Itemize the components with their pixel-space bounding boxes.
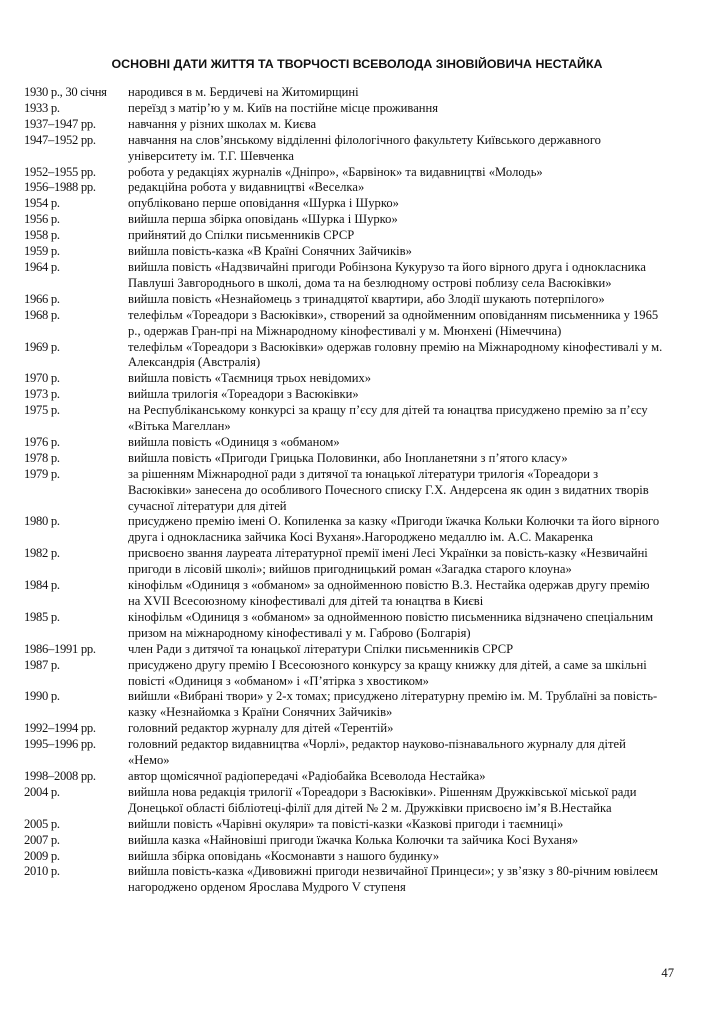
chronology-entry (24, 101, 664, 117)
entry-text: за рішенням Міжнародної ради з дитячої та юнацької літератури трилогія «Тореадори з Васюківки» занесена до особливого Почесного списку Г.Х. Андерсена як один з видатних творів сучасної літератури для дітей (128, 466, 649, 513)
chronology-entry (24, 737, 664, 769)
entry-date: 1979 р. (24, 466, 60, 481)
page-number: 47 (661, 966, 674, 980)
chronology-entry (24, 308, 664, 340)
entry-date: 1982 р. (24, 546, 60, 561)
entry-text: вийшла нова редакція трилогії «Тореадори з Васюківки». Рішенням Дружківської міської ради Донецької області бібліотеці-філії для дітей № 2 м. Дружківки присвоєно ім’я В.Нестайка (128, 784, 637, 815)
entry-date: 1959 р. (24, 244, 60, 259)
entry-date: 1956–1988 рр. (24, 180, 96, 195)
entry-text: член Ради з дитячої та юнацької літератури Спілки письменників СРСР (128, 641, 514, 656)
entry-text: навчання у різних школах м. Києва (128, 116, 317, 131)
entry-date: 1984 р. (24, 578, 60, 593)
entry-date: 2010 р. (24, 864, 60, 879)
chronology-entry (24, 849, 664, 865)
chronology-entry (24, 340, 664, 372)
entry-text: телефільм «Тореадори з Васюківки» одержав головну премію на Міжнародному кінофестивалі у м. Александрія (Австралія) (128, 339, 663, 370)
entry-date: 1968 р. (24, 307, 60, 322)
page-title: ОСНОВНІ ДАТИ ЖИТТЯ ТА ТВОРЧОСТІ ВСЕВОЛОДА ЗІНОВІЙОВИЧА НЕСТАЙКА (111, 57, 603, 71)
entry-date: 1978 р. (24, 450, 60, 465)
chronology-entry (24, 196, 664, 212)
entry-text: переїзд з матір’ю у м. Київ на постійне місце проживання (128, 100, 439, 115)
entry-text: телефільм «Тореадори з Васюківки», створений за однойменним оповіданням письменника у 1965 р., одержав Гран-прі на Міжнародному кінофестивалі у м. Мюнхені (Німеччина) (128, 307, 659, 338)
entry-text: вийшла повість-казка «В Країні Сонячних Зайчиків» (128, 244, 412, 259)
chronology-entry (24, 864, 664, 896)
entry-date: 2007 р. (24, 832, 60, 847)
entry-text: навчання на слов’янському відділенні філологічного факультету Київського державного університету ім. Т.Г. Шевченка (128, 132, 601, 163)
entry-text: присуджено другу премію І Всесоюзного конкурсу за кращу книжку для дітей, а саме за шкільні повісті «Одиниця з «обманом» і «П’ятірка з хвостиком» (128, 657, 647, 688)
chronology-entry (24, 658, 664, 690)
entry-date: 1937–1947 рр. (24, 116, 96, 131)
chronology-entry (24, 833, 664, 849)
chronology-entry (24, 642, 664, 658)
entry-text: на Республіканському конкурсі за кращу п’єсу для дітей та юнацтва присуджено премію за п’єсу «Вітька Магеллан» (128, 403, 648, 434)
entry-date: 1998–2008 рр. (24, 768, 96, 783)
entry-text: вийшла казка «Найновіші пригоди їжачка Колька Колючки та зайчика Косі Вуханя» (128, 832, 579, 847)
entry-text: опубліковано перше оповідання «Шурка і Шурко» (128, 196, 399, 211)
entry-text: вийшли «Вибрані твори» у 2-х томах; присуджено літературну премію ім. М. Трублаїні за повість-казку «Незнайомка з Країни Сонячних Зайчиків» (128, 689, 658, 720)
chronology-entry (24, 371, 664, 387)
entry-date: 1954 р. (24, 196, 60, 211)
entry-text: кінофільм «Одиниця з «обманом» за однойменною повістю В.З. Нестайка одержав другу премію на XVII Всесоюзному кінофестивалі для дітей та юнацтва в Києві (128, 578, 650, 608)
chronology-entry (24, 610, 664, 642)
entry-date: 1990 р. (24, 689, 60, 704)
entry-text: вийшла перша збірка оповідань «Шурка і Шурко» (128, 212, 398, 227)
entry-text: вийшла трилогія «Тореадори з Васюківки» (128, 387, 359, 402)
chronology-entry (24, 260, 664, 292)
entry-date: 1947–1952 рр. (24, 132, 96, 147)
entry-date: 1933 р. (24, 100, 60, 115)
entry-text: вийшла повість «Надзвичайні пригоди Робінзона Кукурузо та його вірного друга і однокласника Павлуші Завгороднього в школі, дома та на безлюдному острові поблизу села Васюківки» (128, 259, 646, 290)
entry-text: вийшла повість «Таємниця трьох невідомих» (128, 371, 372, 386)
entry-text: вийшла повість «Одиниця з «обманом» (128, 434, 340, 449)
entry-date: 1976 р. (24, 434, 60, 449)
chronology-entry (24, 244, 664, 260)
entry-date: 1970 р. (24, 371, 60, 386)
chronology-entry (24, 387, 664, 403)
chronology-entry (24, 689, 664, 721)
chronology-entry (24, 180, 664, 196)
entry-date: 1987 р. (24, 657, 60, 672)
chronology-entry (24, 578, 664, 610)
chronology-entry (24, 451, 664, 467)
chronology-entry (24, 467, 664, 515)
entry-date: 1986–1991 рр. (24, 641, 96, 656)
entry-date: 1952–1955 рр. (24, 164, 96, 179)
entry-text: головний редактор видавництва «Чорлі», редактор науково-пізнавального журналу для дітей «Немо» (128, 737, 626, 768)
entry-text: головний редактор журналу для дітей «Терентій» (128, 721, 394, 736)
entry-text: кінофільм «Одиниця з «обманом» за однойменною повістю письменника відзначено спеціальним призом на міжнародному кінофестивалі у м. Габрово (Болгарія) (128, 609, 654, 640)
entry-date: 2005 р. (24, 816, 60, 831)
entry-date: 1966 р. (24, 291, 60, 306)
chronology-entry (24, 292, 664, 308)
chronology-entry (24, 228, 664, 244)
entry-date: 1964 р. (24, 259, 60, 274)
chronology-entry (24, 133, 664, 165)
entry-date: 1992–1994 рр. (24, 721, 96, 736)
entry-text: присуджено премію імені О. Копиленка за казку «Пригоди їжачка Кольки Колючки та його вірного друга і однокласника зайчика Косі Вуханя».Нагороджено медаллю ім. А.С. Макаренка (128, 514, 660, 545)
chronology-entry (24, 785, 664, 817)
chronology-entry (24, 403, 664, 435)
entry-date: 2009 р. (24, 848, 60, 863)
entry-date: 1958 р. (24, 228, 60, 243)
entry-date: 1969 р. (24, 339, 60, 354)
entry-date: 1975 р. (24, 403, 60, 418)
entry-text: присвоєно звання лауреата літературної премії імені Лесі Українки за повість-казку «Незвичайні пригоди в лісовій школі»; вийшов пригодницький роман «Загадка старого клоуна» (128, 546, 648, 577)
chronology-entry (24, 546, 664, 578)
chronology-entry (24, 165, 664, 181)
chronology-list (24, 85, 664, 896)
chronology-entry (24, 212, 664, 228)
entry-date: 1956 р. (24, 212, 60, 227)
entry-date: 1930 р., 30 січня (24, 85, 107, 99)
entry-text: вийшла повість «Незнайомець з тринадцятої квартири, або Злодії шукають потерпілого» (128, 291, 605, 306)
entry-text: народився в м. Бердичеві на Житомирщині (128, 85, 359, 99)
entry-text: вийшла повість «Пригоди Грицька Половинки, або Інопланетяни з п’ятого класу» (128, 450, 568, 465)
entry-date: 1995–1996 рр. (24, 737, 96, 752)
entry-date: 2004 р. (24, 784, 60, 799)
entry-text: робота у редакціях журналів «Дніпро», «Барвінок» та видавництві «Молодь» (128, 164, 543, 179)
entry-text: автор щомісячної радіопередачі «Радіобайка Всеволода Нестайка» (128, 768, 486, 783)
entry-text: вийшла збірка оповідань «Космонавти з нашого будинку» (128, 848, 440, 863)
entry-text: вийшли повість «Чарівні окуляри» та повісті-казки «Казкові пригоди і таємниці» (128, 816, 564, 831)
entry-text: редакційна робота у видавництві «Веселка» (128, 180, 365, 195)
entry-text: прийнятий до Спілки письменників СРСР (128, 228, 355, 243)
chronology-entry (24, 435, 664, 451)
entry-date: 1980 р. (24, 514, 60, 529)
entry-text: вийшла повість-казка «Дивовижні пригоди незвичайної Принцеси»; у зв’язку з 80-річним ювілеєм нагороджено орденом Ярослава Мудрого V ступеня (128, 864, 658, 895)
chronology-entry (24, 769, 664, 785)
chronology-entry (24, 817, 664, 833)
entry-date: 1973 р. (24, 387, 60, 402)
chronology-entry (24, 721, 664, 737)
chronology-entry (24, 85, 664, 101)
entry-date: 1985 р. (24, 609, 60, 624)
chronology-entry (24, 514, 664, 546)
chronology-entry (24, 117, 664, 133)
